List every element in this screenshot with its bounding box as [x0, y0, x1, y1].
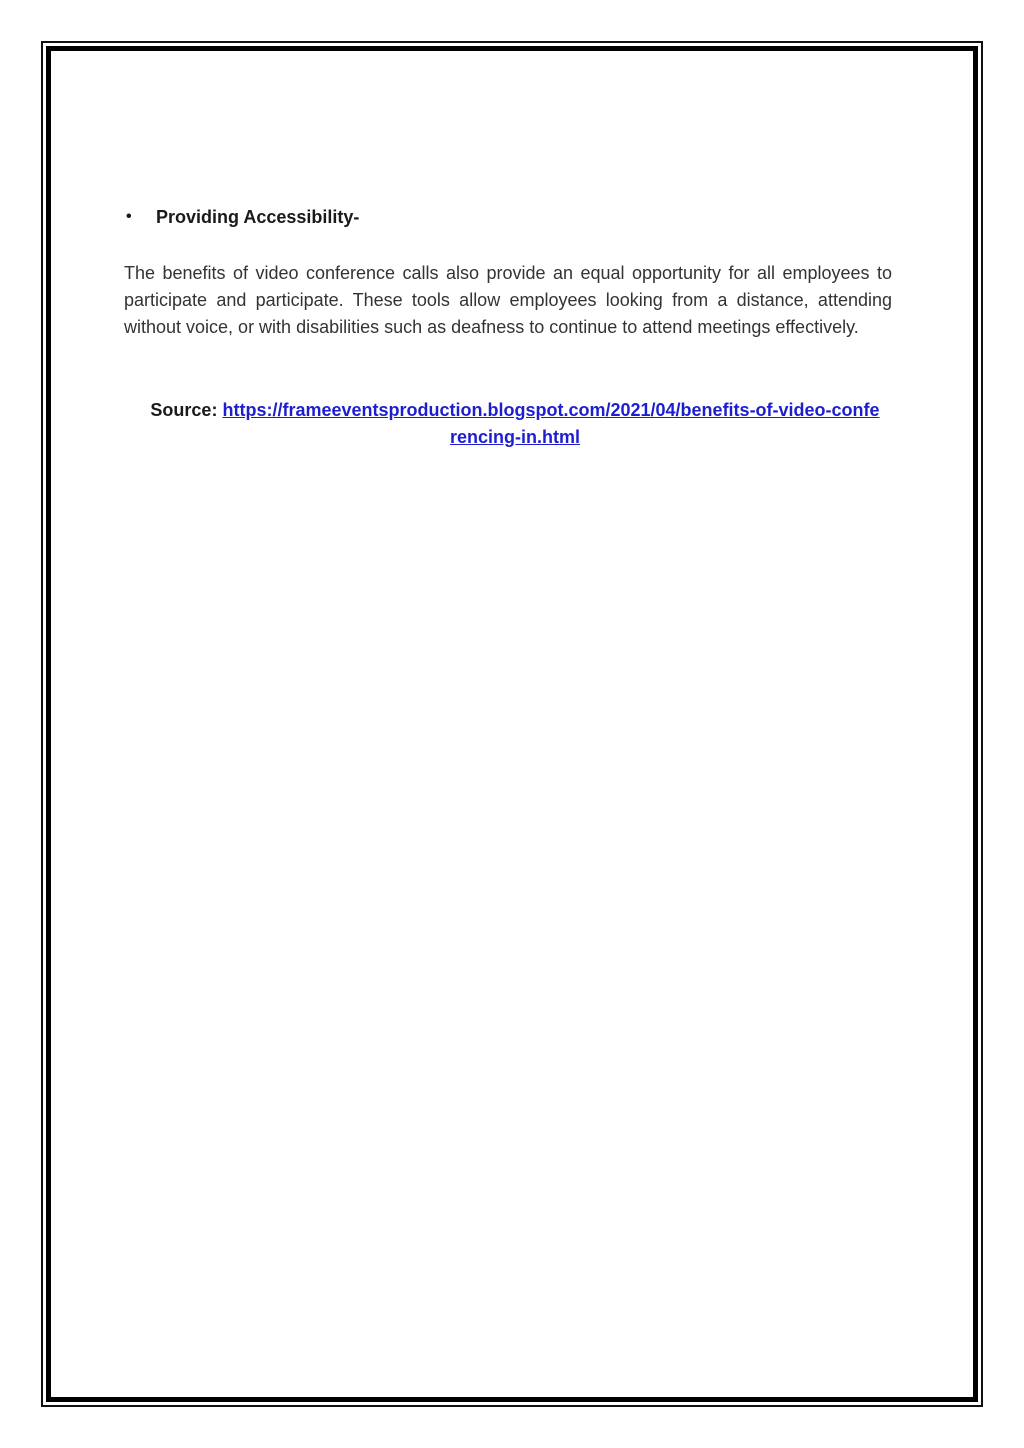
source-line — [124, 397, 892, 451]
body-paragraph: The benefits of video conference calls also provide an equal opportunity for all employees to participate and participate. These tools allow employees looking from a distance, attending without voice, or with disabilities such as deafness to continue to attend meetings effectively. — [124, 263, 892, 337]
bullet-icon: • — [126, 208, 132, 225]
source-label: Source: — [150, 400, 218, 420]
bullet-item — [124, 204, 892, 230]
section-heading: Providing Accessibility- — [156, 206, 360, 227]
source-link[interactable]: https://frameeventsproduction.blogspot.com/2021/04/benefits-of-video-conferencing-in.html — [222, 400, 880, 447]
page-content — [124, 204, 892, 451]
